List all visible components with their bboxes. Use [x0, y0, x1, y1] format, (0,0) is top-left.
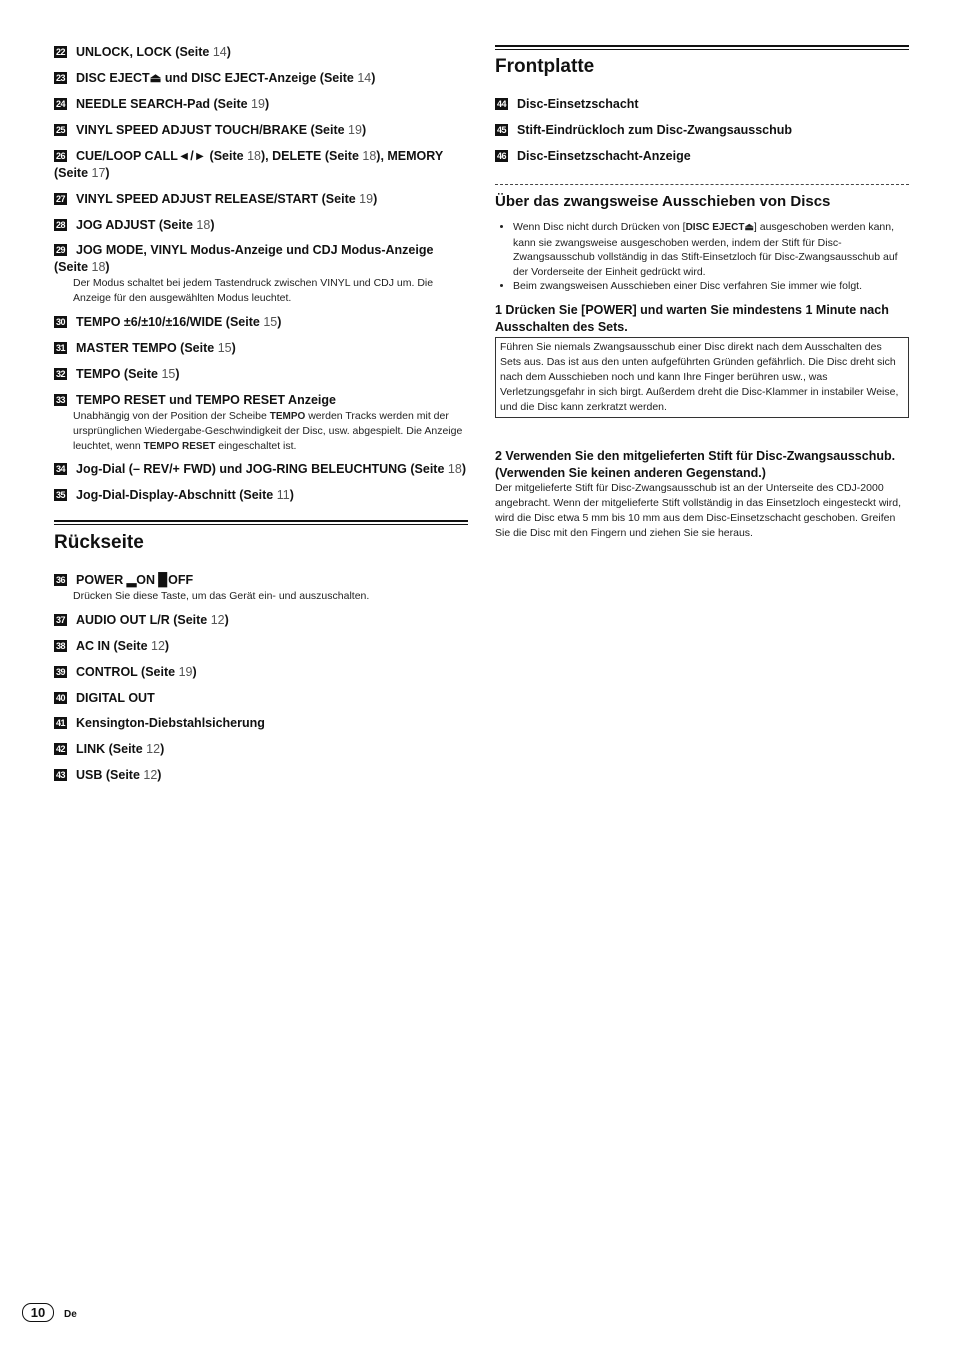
step-2: 2 Verwenden Sie den mitgelieferten Stift für Disc-Zwangsausschub. (Verwenden Sie keinen anderen Gegenstand.)	[495, 449, 896, 480]
item-46: 46 Disc-Einsetzschacht-Anzeige	[496, 149, 691, 163]
item-23: 23 DISC EJECT⏏ und DISC EJECT-Anzeige (Seite 14)	[55, 71, 376, 85]
item-36-description: Drücken Sie diese Taste, um das Gerät ein- und auszuschalten.	[73, 590, 370, 602]
item-42: 42 LINK (Seite 12)	[55, 742, 165, 756]
language-code: De	[64, 1309, 77, 1320]
item-35: 35 Jog-Dial-Display-Abschnitt (Seite 11)	[55, 488, 294, 502]
item-44: 44 Disc-Einsetzschacht	[496, 97, 639, 111]
item-30: 30 TEMPO ±6/±10/±16/WIDE (Seite 15)	[55, 315, 282, 329]
rueckseite-heading: Rückseite	[54, 532, 144, 553]
item-29-description: Der Modus schaltet bei jedem Tastendruck zwischen VINYL und CDJ um. Die Anzeige für den ausgewählten Modus leuchtet.	[73, 277, 434, 304]
item-24: 24 NEEDLE SEARCH-Pad (Seite 19)	[55, 97, 270, 111]
page-number: 10	[22, 1303, 54, 1322]
dashed-divider	[495, 184, 909, 185]
item-43: 43 USB (Seite 12)	[55, 768, 162, 782]
item-39: 39 CONTROL (Seite 19)	[55, 665, 197, 679]
bullet-item: • Beim zwangsweisen Ausschieben einer Disc verfahren Sie immer wie folgt.	[513, 279, 909, 294]
item-31: 31 MASTER TEMPO (Seite 15)	[55, 341, 236, 355]
item-32: 32 TEMPO (Seite 15)	[55, 367, 180, 381]
eject-heading: Über das zwangsweise Ausschieben von Discs	[495, 193, 831, 210]
item-33: 33 TEMPO RESET und TEMPO RESET Anzeige Unabhängig von der Position der Scheibe TEMPO werden Tracks werden mit der ursprünglichen Wiedergabe-Geschwindigkeit der Disc, usw. abgespielt. Die Anzeige leuchtet, wenn TEMPO RESET eingeschaltet ist.	[54, 392, 468, 454]
section-rule	[54, 520, 468, 525]
item-22: 22 UNLOCK, LOCK (Seite 14)	[55, 45, 231, 59]
step-1: 1 Drücken Sie [POWER] und warten Sie mindestens 1 Minute nach Ausschalten des Sets.	[495, 303, 889, 334]
item-34: 34 Jog-Dial (– REV/+ FWD) und JOG-RING BELEUCHTUNG (Seite 18)	[55, 462, 466, 476]
step-2-body: Der mitgelieferte Stift für Disc-Zwangsausschub ist an der Unterseite des CDJ-2000 angebracht. Wenn der mitgelieferte Stift vollständig in das Einsetzloch eingesteckt wird, wird die Disc etwa 5 mm bis 10 mm aus dem Disc-Einsetzschacht geschoben. Greifen Sie die Disc mit den Fingern und ziehen Sie sie heraus.	[495, 482, 902, 539]
frontplatte-heading: Frontplatte	[495, 56, 595, 77]
item-33-description: Unabhängig von der Position der Scheibe TEMPO werden Tracks werden mit der ursprünglichen Wiedergabe-Geschwindigkeit der Disc, usw. abgespielt. Die Anzeige leuchtet, wenn TEMPO RESET eingeschaltet ist.	[73, 410, 463, 452]
item-26: 26 CUE/LOOP CALL◄/► (Seite 18), DELETE (Seite 18), MEMORY (Seite 17)	[54, 149, 443, 180]
bullet-list	[495, 220, 909, 294]
section-rule	[495, 45, 909, 50]
item-37: 37 AUDIO OUT L/R (Seite 12)	[55, 613, 229, 627]
item-41: 41 Kensington-Diebstahlsicherung	[55, 716, 265, 730]
item-25: 25 VINYL SPEED ADJUST TOUCH/BRAKE (Seite 19)	[55, 123, 367, 137]
item-28: 28 JOG ADJUST (Seite 18)	[55, 218, 215, 232]
item-29: 29 JOG MODE, VINYL Modus-Anzeige und CDJ Modus-Anzeige (Seite 18) Der Modus schaltet bei jedem Tastendruck zwischen VINYL und CDJ um. Die Anzeige für den ausgewählten Modus leuchtet.	[54, 242, 468, 306]
warning-box: Führen Sie niemals Zwangsausschub einer Disc direkt nach dem Ausschalten des Sets aus. Das ist aus den unten aufgeführten Gründen gefährlich. Die Disc dreht sich nach dem Ausschieben noch und kann Ihre Finger berühren usw., was Verletzungsgefahr in sich birgt. Außerdem dreht die Disc-Klammer in instabiler Weise, und die Disc kann zerkratzt werden.	[495, 337, 909, 418]
item-45: 45 Stift-Eindrückloch zum Disc-Zwangsausschub	[496, 123, 793, 137]
item-40: 40 DIGITAL OUT	[55, 691, 155, 705]
item-36: 36 POWER ▂ON ▉OFF Drücken Sie diese Taste, um das Gerät ein- und auszuschalten.	[54, 572, 468, 604]
page-footer	[22, 1303, 77, 1322]
item-27: 27 VINYL SPEED ADJUST RELEASE/START (Seite 19)	[55, 192, 378, 206]
bullet-item: • Wenn Disc nicht durch Drücken von [DISC EJECT⏏] ausgeschoben werden kann, kann sie zwangsweise ausgeschoben werden, indem der Stift für Disc-Zwangsausschub vollständig in das Stift-Einsetzloch für Disc-Zwangsausschub auf der Vorderseite der Einheit gedrückt wird.	[513, 220, 909, 279]
item-38: 38 AC IN (Seite 12)	[55, 639, 170, 653]
